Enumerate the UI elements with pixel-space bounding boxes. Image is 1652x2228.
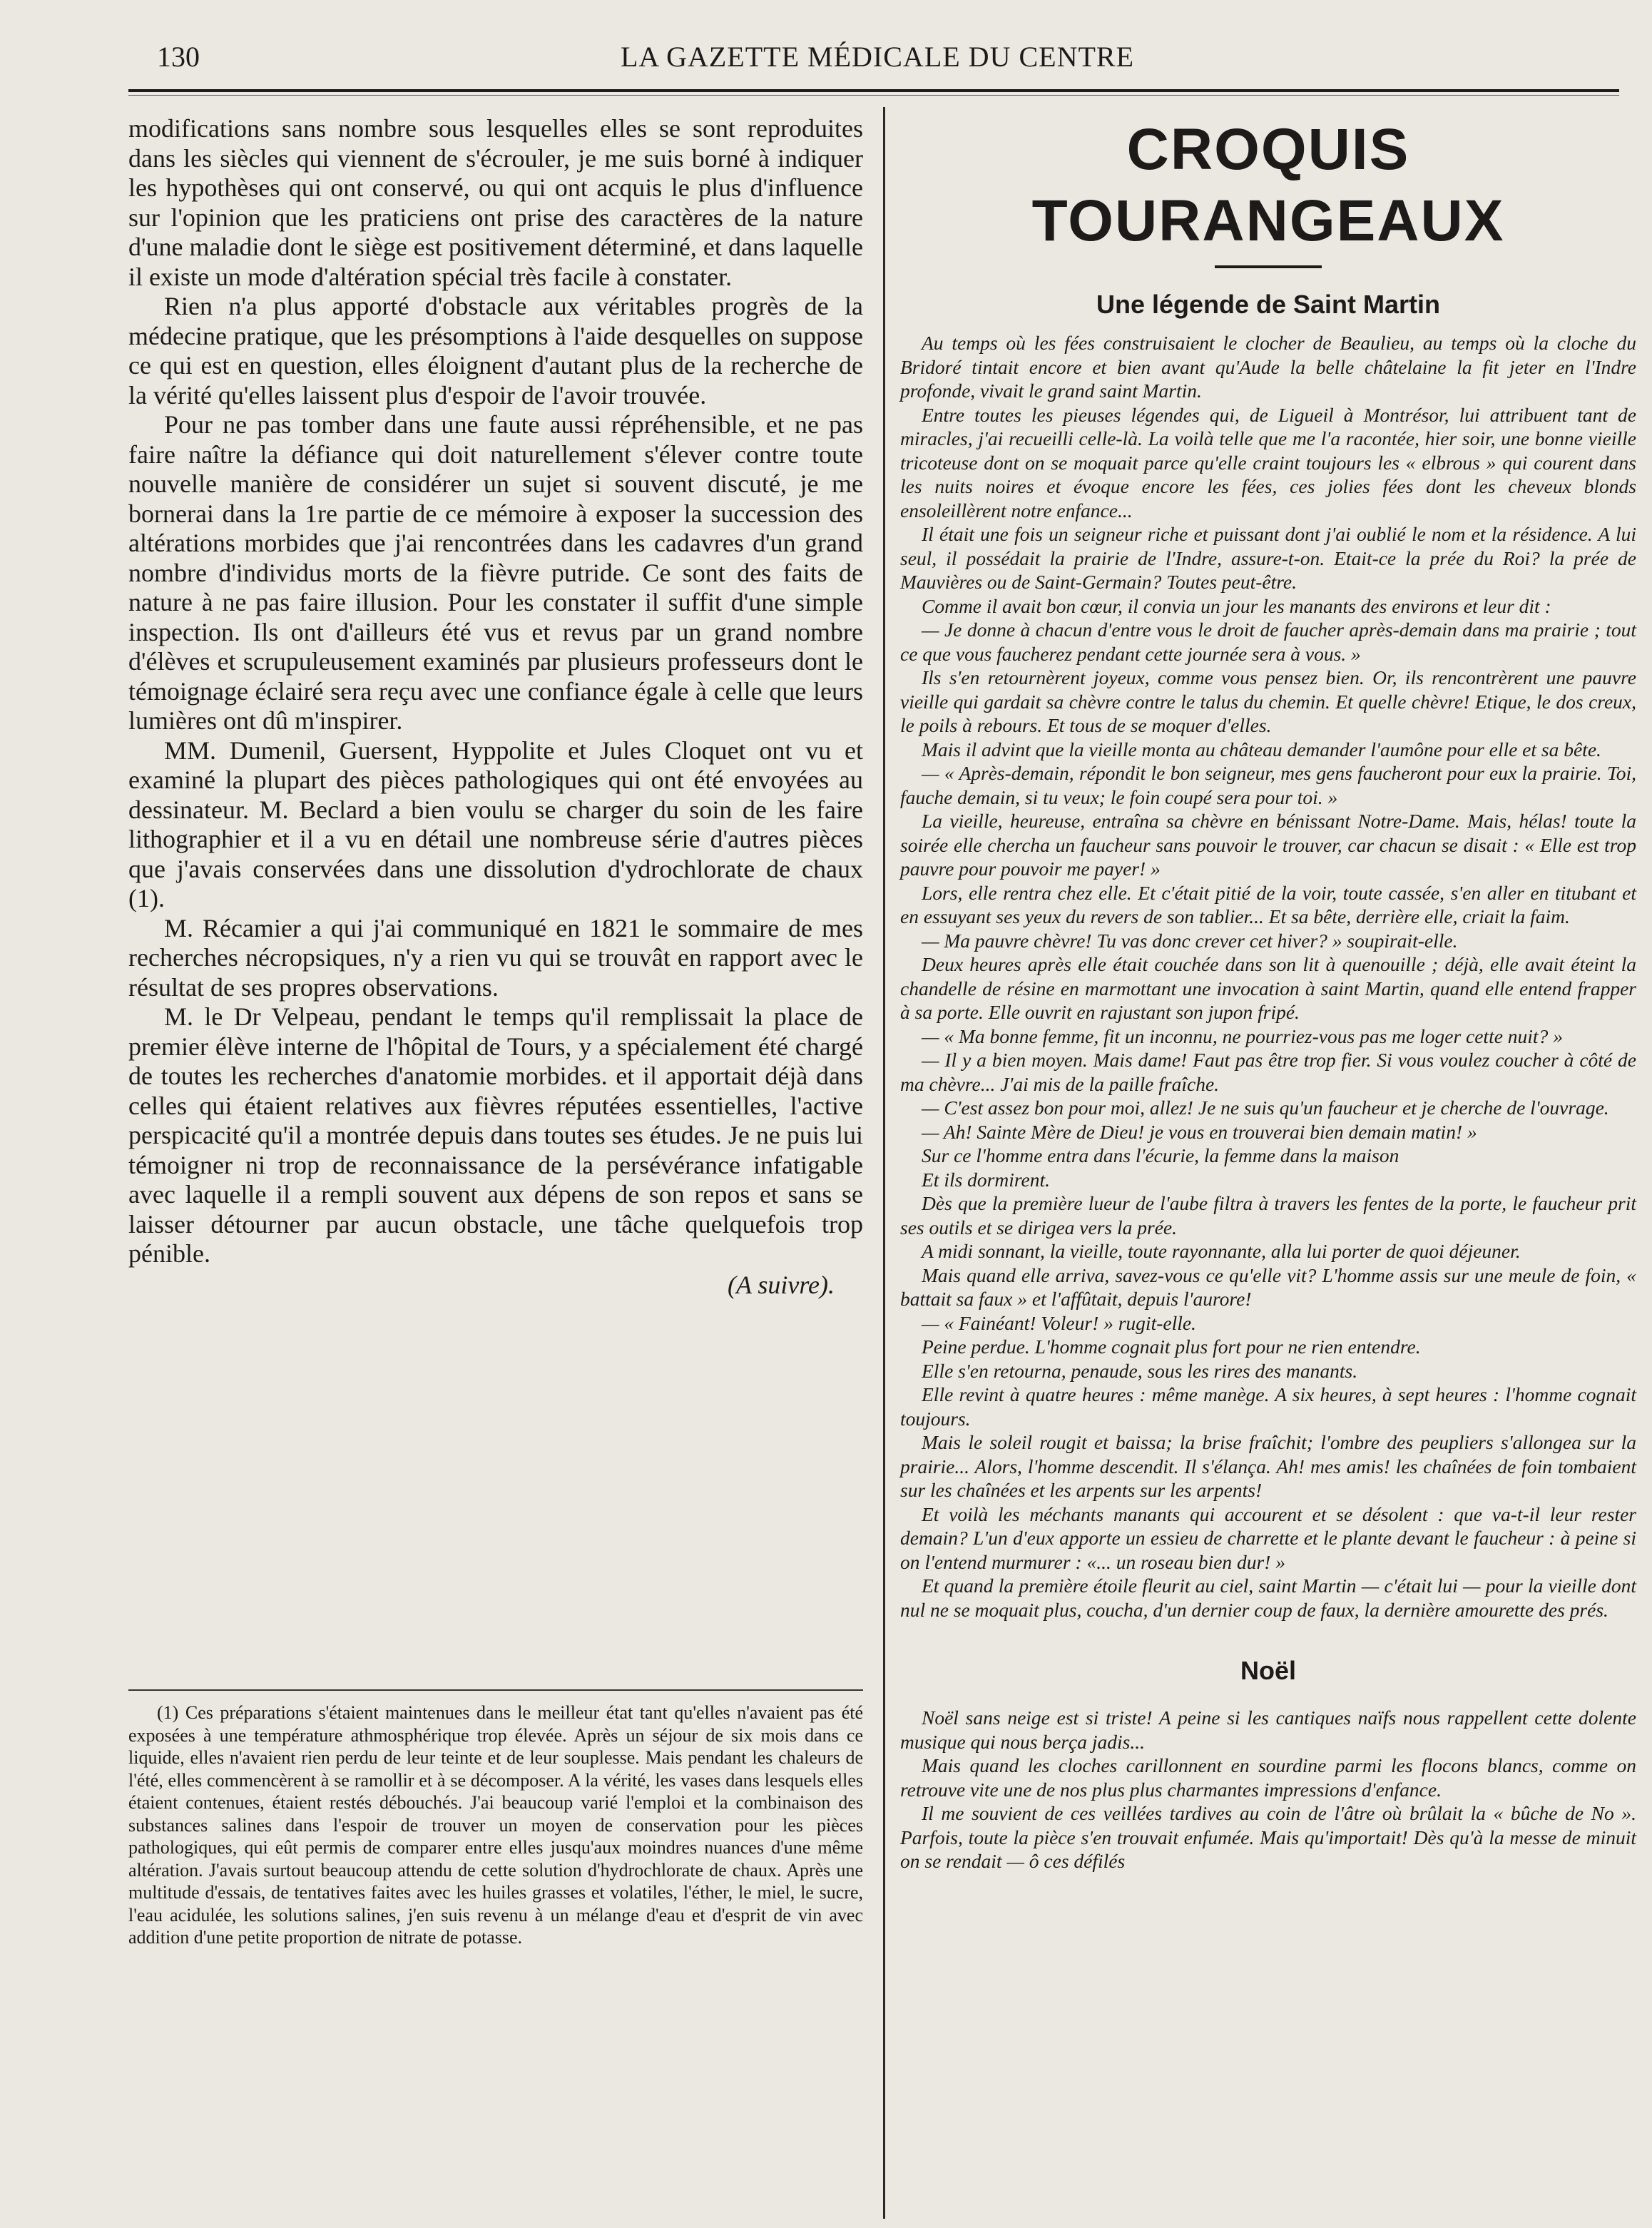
story-paragraph: — Ah! Sainte Mère de Dieu! je vous en trouverai bien demain matin! » [922,1120,1477,1143]
story-paragraph: Au temps où les fées construisaient le clocher de Beaulieu, au temps où la cloche du Bridoré tintait encore et bien avant qu'Aude la belle châtelaine la fit jeter en l'Indre profonde, vivait le grand saint Martin. [900,332,1636,402]
story-paragraph: Mais quand elle arriva, savez-vous ce qu'elle vit? L'homme assis sur une meule de foin, « battait sa faux » et l'affûtait, depuis l'aurore! [900,1263,1636,1310]
left-paragraph: Pour ne pas tomber dans une faute aussi répréhensible, et ne pas faire naître la défiance qui doit naturellement s'élever contre toute nouvelle manière de considérer un sujet si souvent discuté, je me bornerai dans la 1re partie de ce mémoire à exposer la succession des altérations morbides que j'ai rencontrées dans les cadavres d'un grand nombre d'individus morts de la fièvre putride. Ce sont des faits de nature à ne pas faire illusion. Pour les constater il suffit d'une simple inspection. Ils ont d'ailleurs été vus et revus par un grand nombre d'élèves et scrupuleusement examinés par plusieurs professeurs dont le témoignage éclairé sera reçu avec une confiance égale à celle que leurs lumières ont dû m'inspirer. [128,410,863,735]
story-paragraph: Elle revint à quatre heures : même manège. A six heures, à sept heures : l'homme cognait toujours. [900,1383,1636,1430]
left-paragraph: MM. Dumenil, Guersent, Hyppolite et Jules Cloquet ont vu et examiné la plupart des pièces pathologiques qui ont été envoyées au dessinateur. M. Beclard a bien voulu se charger du soin de les faire lithographier et il a vu en détail une nombreuse série d'autres pièces que j'avais conservées dans une dissolution d'ydrochlorate de chaux (1). [128,736,863,912]
footnote [128,1701,863,1949]
page-number: 130 [157,41,200,73]
header-rule-thin [128,95,1619,96]
title-rule [1215,265,1322,268]
story-paragraph: Mais le soleil rougit et baissa; la brise fraîchit; l'ombre des peupliers s'allongea sur la prairie... Alors, l'homme descendit. Il s'élança. Ah! mes amis! les chaînées de foin tombaient sur les chaînées et les arpents sur les arpents! [900,1431,1636,1501]
left-paragraph: Rien n'a plus apporté d'obstacle aux véritables progrès de la médecine pratique, que les présomptions à l'aide desquelles on suppose ce qui est en question, elles éloignent d'autant plus de la recherche de la vérité qu'elles laissent plus d'espoir de l'avoir trouvée. [128,292,863,410]
story-paragraph: Entre toutes les pieuses légendes qui, de Ligueil à Montrésor, lui attribuent tant de miracles, j'ai recueilli celle-là. La voilà telle que me l'a racontée, hier soir, une bonne vieille tricoteuse dont on se moquait parce qu'elle craint toujours les « elbrous » qui courent dans les nuits noires et évoque encore les fées, ces jolies fées dont les cheveux blonds ensoleillèrent notre enfance... [900,403,1636,522]
left-paragraph: modifications sans nombre sous lesquelles elles se sont reproduites dans les siècles qui viennent de s'écrouler, je me suis borné à indiquer les hypothèses qui ont conservé, ou qui ont acquis le plus d'influence sur l'opinion que les praticiens ont prise des caractères de la nature d'une maladie dont le siège est positivement déterminé, et dans laquelle il existe un mode d'altération spécial très facile à constater. [128,114,863,291]
story-paragraph: — C'est assez bon pour moi, allez! Je ne suis qu'un faucheur et je cherche de l'ouvrage. [922,1097,1609,1119]
column-divider [883,107,885,2219]
running-title: LA GAZETTE MÉDICALE DU CENTRE [620,41,1134,73]
story-paragraph: — « Ma bonne femme, fit un inconnu, ne pourriez-vous pas me loger cette nuit? » [922,1024,1563,1047]
story-paragraph: Et ils dormirent. [922,1168,1051,1191]
story-paragraph: Ils s'en retournèrent joyeux, comme vous pensez bien. Or, ils rencontrèrent une pauvre vieille qui gardait sa chèvre contre le talus du chemin. Et quelle chèvre! Etique, le dos creux, le poils à rebours. Et tous de se moquer d'elles. [900,666,1636,736]
story-paragraph: Et voilà les méchants manants qui accourent et se désolent : que va-t-il leur rester demain? L'un d'eux apporte un essieu de charrette et le plante devant le faucheur : à peine si on l'entend murmurer : «... un roseau bien dur! » [900,1502,1636,1573]
left-paragraph: M. Récamier a qui j'ai communiqué en 1821 le sommaire de mes recherches nécropsiques, n'y a rien vu qui se trouvât en rapport avec le résultat de ses propres observations. [128,913,863,1002]
footnote-text: (1) Ces préparations s'étaient maintenues dans le meilleur état tant qu'elles n'avaient pas été exposées à une température athmosphérique trop élevée. Après un séjour de six mois dans ce liquide, elles n'avaient rien perdu de leur teinte et de leur souplesse. Mais pendant les chaleurs de l'été, elles commencèrent à se ramollir et à se décomposer. A la vérité, les vases dans lesquels elles étaient contenues, étaient restés débouchés. J'ai beaucoup varié l'emploi et la combinaison des substances salines dans l'espoir de trouver un moyen de conservation pour les pièces pathologiques, qui eût permis de comparer entre elles jusqu'aux moindres nuances d'une même altération. J'avais surtout beaucoup attendu de cette solution d'hydrochlorate de chaux. Après une multitude d'essais, de tentatives faites avec les huiles grasses et volatiles, l'éther, le miel, le sucre, l'eau acidulée, les solutions salines, j'en suis revenu à un mélange d'eau et d'esprit de vin avec addition d'une petite proportion de nitrate de potasse. [128,1702,863,1948]
story-paragraph: Dès que la première lueur de l'aube filtra à travers les fentes de la porte, le faucheur prit ses outils et se dirigea vers la prée. [900,1192,1636,1238]
story-paragraph: Il me souvient de ces veillées tardives au coin de l'âtre où brûlait la « bûche de No ». Parfois, toute la pièce s'en trouvait enfumée. Mais qu'importait! Dès qu'à la messe de minuit on se rendait — ô ces défilés [900,1802,1636,1872]
left-paragraph: M. le Dr Velpeau, pendant le temps qu'il remplissait la place de premier élève interne de l'hôpital de Tours, y a spécialement été chargé de toutes les recherches d'anatomie morbides. et il apportait déjà dans celles qui étaient relatives aux fièvres réputées essentielles, l'active perspicacité qu'il a montrée depuis dans toutes ses études. Je ne puis lui témoigner ni trop de reconnaissance de la persévérance infatigable avec laquelle il a rempli souvent aux dépens de son repos et sans se laisser détourner par aucun obstacle, une tâche quelquefois trop pénible. [128,1002,863,1268]
article-title: Une légende de Saint Martin [1096,290,1441,319]
story-paragraph: Lors, elle rentra chez elle. Et c'était pitié de la voir, toute cassée, s'en aller en titubant et en essuyant ses yeux du revers de son tablier... Et sa bête, derrière elle, criait la faim. [900,881,1636,927]
story-paragraph: — « Fainéant! Voleur! » rugit-elle. [922,1311,1196,1334]
section-title: CROQUIS TOURANGEAUX [1031,117,1505,253]
story-paragraph: Mais il advint que la vieille monta au château demander l'aumône pour elle et sa bête. [922,738,1601,761]
story-paragraph: Deux heures après elle était couchée dans son lit à quenouille ; déjà, elle avait éteint la chandelle de résine en marmottant une invocation à saint Martin, quand elle entend frapper à sa porte. Elle ouvrit en rajustant son jupon fripé. [900,953,1636,1023]
left-column [128,114,863,1300]
story-paragraph: Comme il avait bon cœur, il convia un jour les manants des environs et leur dit : [922,594,1551,617]
article-title: Noël [1240,1656,1296,1685]
article-body [900,331,1636,1622]
story-paragraph: La vieille, heureuse, entraîna sa chèvre en bénissant Notre-Dame. Mais, hélas! toute la soirée elle chercha un faucheur sans pouvoir le trouver, car chacun se disait : « Elle est trop pauvre pour pouvoir me payer! » [900,810,1636,880]
story-paragraph: — « Après-demain, répondit le bon seigneur, mes gens faucheront pour eux la prairie. Toi, fauche demain, si tu veux; le foin coupé sera pour toi. » [900,762,1636,808]
continuation-note: (A suivre). [728,1270,835,1299]
story-paragraph: — Je donne à chacun d'entre vous le droit de faucher après-demain dans ma prairie ; tout ce que vous faucherez pendant cette journée sera à vous. » [900,619,1636,665]
story-paragraph: Peine perdue. L'homme cognait plus fort pour ne rien entendre. [922,1336,1421,1358]
story-paragraph: Sur ce l'homme entra dans l'écurie, la femme dans la maison [922,1144,1399,1166]
story-paragraph: — Ma pauvre chèvre! Tu vas donc crever cet hiver? » soupirait-elle. [922,929,1458,952]
story-paragraph: Noël sans neige est si triste! A peine si les cantiques naïfs nous rappellent cette dolente musique qui nous berça jadis... [900,1706,1636,1753]
story-paragraph: Elle s'en retourna, penaude, sous les rires des manants. [922,1359,1358,1382]
story-paragraph: Mais quand les cloches carillonnent en sourdine parmi les flocons blancs, comme on retrouve vite une de nos plus plus charmantes impressions d'enfance. [900,1754,1636,1801]
story-paragraph: Et quand la première étoile fleurit au ciel, saint Martin — c'était lui — pour la vieille dont nul ne se moquait plus, coucha, d'un dernier coup de faux, la dernière amourette des prés. [900,1575,1636,1621]
page-header [125,39,1630,82]
story-paragraph: A midi sonnant, la vieille, toute rayonnante, alla lui porter de quoi déjeuner. [922,1240,1521,1262]
footnote-rule [128,1689,863,1691]
story-paragraph: Il était une fois un seigneur riche et puissant dont j'ai oublié le nom et la résidence. A lui seul, il possédait la prairie de l'Indre, assure-t-on. Etait-ce la prée du Roi? la prée de Mauvières ou de Saint-Germain? Toutes peut-être. [900,523,1636,593]
right-column [900,114,1636,1873]
story-paragraph: — Il y a bien moyen. Mais dame! Faut pas être trop fier. Si vous voulez coucher à côté de ma chèvre... J'ai mis de la paille fraîche. [900,1049,1636,1095]
article-body [900,1706,1636,1873]
header-rule [128,89,1619,92]
